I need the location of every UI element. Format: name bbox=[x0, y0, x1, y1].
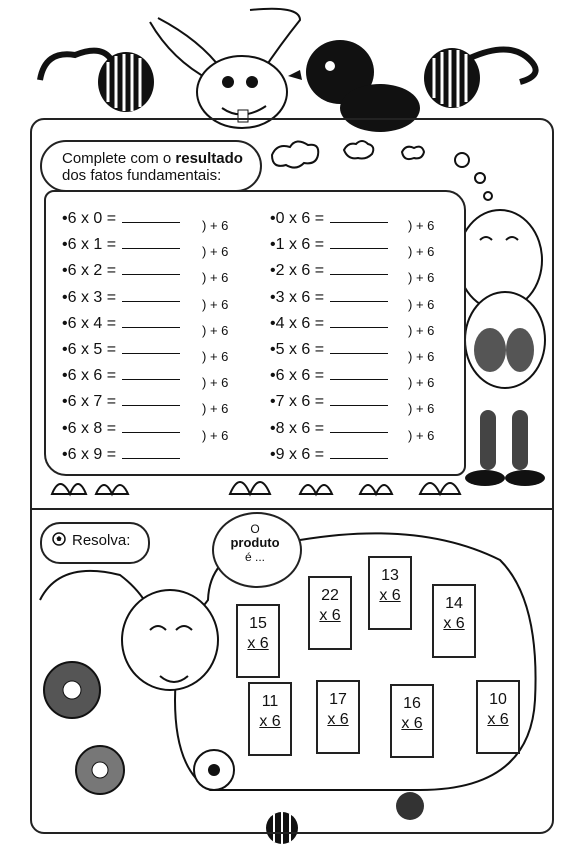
ornament-ball-icon bbox=[424, 48, 536, 108]
step-arrow-label: ) + 6 bbox=[408, 244, 435, 260]
fact-text: •1 x 6 = bbox=[270, 236, 325, 254]
left-fact-3 bbox=[62, 287, 180, 307]
left-fact-5 bbox=[62, 339, 180, 359]
card-15 bbox=[236, 604, 280, 678]
right-fact-0 bbox=[270, 208, 388, 228]
instruction-line2: dos fatos fundamentais: bbox=[62, 167, 222, 184]
step-arrow-label: ) + 6 bbox=[202, 244, 229, 260]
step-arrow-label: ) + 6 bbox=[408, 375, 435, 391]
right-fact-2 bbox=[270, 260, 388, 280]
answer-blank[interactable] bbox=[330, 365, 388, 380]
fact-text: •6 x 6 = bbox=[270, 367, 325, 385]
card-multiplier: x 6 bbox=[443, 615, 465, 632]
right-fact-4 bbox=[270, 313, 388, 333]
right-fact-3 bbox=[270, 287, 388, 307]
fact-text: •6 x 6 = bbox=[62, 367, 117, 385]
fact-text: •6 x 0 = bbox=[62, 210, 117, 227]
answer-blank[interactable] bbox=[122, 287, 180, 302]
fact-text: •8 x 6 = bbox=[270, 419, 325, 437]
fact-text: •6 x 4 = bbox=[62, 314, 117, 332]
answer-blank[interactable] bbox=[330, 234, 388, 249]
answer-blank[interactable] bbox=[122, 260, 180, 275]
left-fact-6 bbox=[62, 365, 180, 385]
fact-text: •6 x 3 = bbox=[62, 288, 117, 306]
answer-blank[interactable] bbox=[122, 208, 180, 223]
card-16 bbox=[390, 684, 434, 758]
card-multiplier: x 6 bbox=[379, 587, 401, 604]
fact-text: •9 x 6 = bbox=[270, 445, 325, 463]
fact-text: •6 x 7 = bbox=[62, 393, 117, 411]
section-divider bbox=[30, 508, 552, 510]
answer-blank[interactable] bbox=[122, 418, 180, 433]
left-fact-9 bbox=[62, 444, 180, 464]
card-multiplier: x 6 bbox=[319, 607, 341, 624]
card-number: 15 bbox=[249, 615, 267, 632]
step-arrow-label: ) + 6 bbox=[408, 322, 435, 338]
speech-line1: O bbox=[250, 522, 260, 536]
fact-text: •6 x 5 = bbox=[62, 341, 117, 358]
speech-text bbox=[222, 522, 288, 564]
answer-blank[interactable] bbox=[122, 339, 180, 354]
speech-line3: é ... bbox=[244, 550, 265, 564]
answer-blank[interactable] bbox=[122, 391, 180, 406]
step-arrow-label: ) + 6 bbox=[408, 349, 435, 364]
resolva-label: Resolva: bbox=[72, 532, 131, 549]
fact-text: •6 x 8 = bbox=[62, 419, 117, 437]
fact-text: •2 x 6 = bbox=[270, 262, 325, 280]
card-17 bbox=[316, 680, 360, 754]
step-arrow-label: ) + 6 bbox=[408, 401, 435, 417]
left-fact-8 bbox=[62, 418, 180, 438]
fact-text: •6 x 1 = bbox=[62, 236, 117, 254]
ornament-ball-icon bbox=[40, 51, 154, 112]
card-number: 16 bbox=[403, 695, 421, 712]
answer-blank[interactable] bbox=[330, 208, 388, 223]
card-13 bbox=[368, 556, 412, 630]
left-fact-7 bbox=[62, 391, 180, 411]
step-arrow-label: ) + 6 bbox=[202, 218, 229, 233]
answer-blank[interactable] bbox=[330, 313, 388, 328]
step-arrow-label: ) + 6 bbox=[408, 270, 435, 286]
card-multiplier: x 6 bbox=[487, 711, 509, 728]
rabbit-illustration bbox=[150, 9, 300, 128]
fact-text: •0 x 6 = bbox=[270, 210, 325, 227]
right-fact-9 bbox=[270, 444, 388, 464]
card-number: 11 bbox=[261, 693, 279, 710]
fact-text: •4 x 6 = bbox=[270, 314, 325, 332]
answer-blank[interactable] bbox=[122, 444, 180, 459]
card-multiplier: x 6 bbox=[401, 715, 423, 732]
step-arrow-label: ) + 6 bbox=[202, 322, 229, 338]
card-number: 17 bbox=[329, 691, 347, 708]
left-fact-2 bbox=[62, 260, 180, 280]
step-arrow-label: ) + 6 bbox=[202, 270, 229, 286]
right-fact-7 bbox=[270, 391, 388, 411]
soccer-ball-icon bbox=[52, 532, 66, 546]
answer-blank[interactable] bbox=[330, 339, 388, 354]
card-number: 10 bbox=[489, 691, 507, 708]
answer-blank[interactable] bbox=[122, 365, 180, 380]
card-multiplier: x 6 bbox=[247, 635, 269, 652]
fact-text: •7 x 6 = bbox=[270, 393, 325, 411]
instruction-prefix: Complete com o bbox=[62, 150, 176, 167]
answer-blank[interactable] bbox=[330, 287, 388, 302]
card-11 bbox=[248, 682, 292, 756]
fact-text: •5 x 6 = bbox=[270, 341, 325, 358]
right-fact-1 bbox=[270, 234, 388, 254]
fact-text: •3 x 6 = bbox=[270, 288, 325, 306]
answer-blank[interactable] bbox=[330, 444, 388, 459]
left-fact-0 bbox=[62, 208, 180, 228]
right-fact-8 bbox=[270, 418, 388, 438]
card-14 bbox=[432, 584, 476, 658]
card-22 bbox=[308, 576, 352, 650]
card-number: 13 bbox=[381, 567, 399, 584]
left-fact-1 bbox=[62, 234, 180, 254]
right-fact-5 bbox=[270, 339, 388, 359]
card-multiplier: x 6 bbox=[259, 713, 281, 730]
step-arrow-label: ) + 6 bbox=[202, 401, 229, 417]
answer-blank[interactable] bbox=[122, 234, 180, 249]
instruction-text bbox=[62, 150, 243, 184]
step-arrow-label: ) + 6 bbox=[408, 427, 435, 443]
right-fact-6 bbox=[270, 365, 388, 385]
card-10 bbox=[476, 680, 520, 754]
step-arrow-label: ) + 6 bbox=[202, 349, 229, 364]
card-number: 22 bbox=[321, 587, 339, 604]
step-arrow-label: ) + 6 bbox=[202, 375, 229, 391]
step-arrow-label: ) + 6 bbox=[408, 218, 435, 233]
answer-blank[interactable] bbox=[122, 313, 180, 328]
left-fact-4 bbox=[62, 313, 180, 333]
step-arrow-label: ) + 6 bbox=[202, 427, 229, 443]
instruction-bold: resultado bbox=[175, 150, 243, 167]
card-number: 14 bbox=[445, 595, 463, 612]
answer-blank[interactable] bbox=[330, 260, 388, 275]
fact-text: •6 x 9 = bbox=[62, 445, 117, 463]
card-multiplier: x 6 bbox=[327, 711, 349, 728]
step-arrow-label: ) + 6 bbox=[408, 296, 435, 312]
answer-blank[interactable] bbox=[330, 391, 388, 406]
step-arrow-label: ) + 6 bbox=[202, 296, 229, 312]
fact-text: •6 x 2 = bbox=[62, 262, 117, 280]
speech-bold: produto bbox=[230, 535, 280, 550]
answer-blank[interactable] bbox=[330, 418, 388, 433]
